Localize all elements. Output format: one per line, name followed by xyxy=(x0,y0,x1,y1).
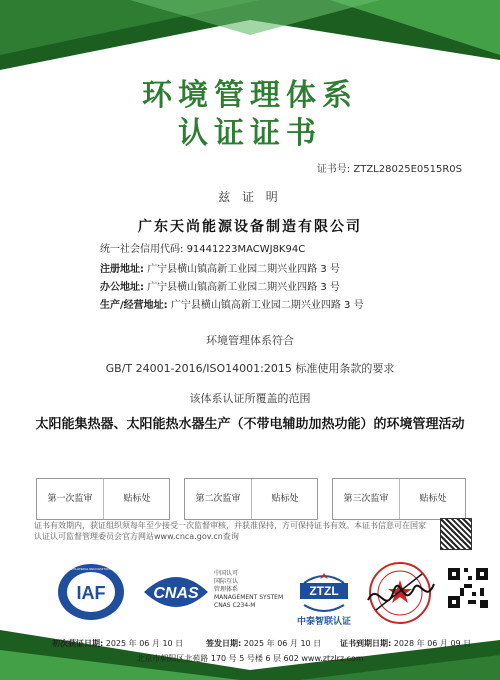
certificate-subtitle: 认证证书 xyxy=(178,116,322,151)
office-address-line xyxy=(100,278,340,293)
qr-code-icon xyxy=(448,568,488,608)
cnas-caption-5: CNAS C234-M xyxy=(214,602,256,609)
certificate-number xyxy=(317,160,462,175)
cnas-text: CNAS xyxy=(153,585,199,602)
iaf-text: IAF xyxy=(76,583,106,603)
audit-sticker-1: 贴标处 xyxy=(103,479,170,519)
cert-no-label: 证书号: xyxy=(316,164,351,175)
standard-intro: 环境管理体系符合 xyxy=(206,334,294,347)
reg-address-value: 广宁县横山镇高新工业园二期兴业四路 3 号 xyxy=(147,264,340,275)
cnas-caption-1: 中国认可 xyxy=(214,570,239,577)
office-address-value: 广宁县横山镇高新工业园二期兴业四路 3 号 xyxy=(147,282,340,293)
audit-label-2: 第二次监审 xyxy=(195,494,241,504)
logo-row xyxy=(0,560,500,628)
cnas-logo-icon xyxy=(140,566,212,618)
credit-code-label: 统一社会信用代码: xyxy=(100,244,184,255)
audit-box-1 xyxy=(36,478,170,520)
cnas-caption xyxy=(214,570,294,610)
credit-code-line xyxy=(100,240,305,255)
attest-heading: 兹 证 明 xyxy=(218,190,282,204)
expiry-value: 2028 年 06 月 09 日 xyxy=(393,639,472,648)
validity-note: 证书有效期内，获证组织须每年至少接受一次监督审核，并获准保持，方可保持证书有效。本证书信息可在国家认证认可监督管理委员会官方网站www.cnca.gov.cn查询 xyxy=(34,521,426,541)
first-issue-label: 初次获证日期: xyxy=(52,639,104,648)
issue-date xyxy=(206,638,321,649)
cert-no-value: ZTZL28025E0515R0S xyxy=(353,164,462,175)
top-green-band xyxy=(0,0,500,70)
prod-address-value: 广宁县横山镇高新工业园二期兴业四路 3 号 xyxy=(170,300,364,311)
issue-label: 签发日期: xyxy=(206,639,242,648)
audit-row xyxy=(36,478,466,520)
first-issue-value: 2025 年 06 月 10 日 xyxy=(105,639,184,648)
first-issue-date xyxy=(52,638,183,649)
expiry-date xyxy=(340,638,471,649)
audit-box-2 xyxy=(184,478,318,520)
stamp-signature-icon xyxy=(362,560,438,626)
cnas-caption-2: 国际互认 xyxy=(214,578,239,585)
standard: GB/T 24001-2016/ISO14001:2015 标准使用条款的要求 xyxy=(105,362,395,375)
office-address-label: 办公地址: xyxy=(100,282,144,293)
prod-address-label: 生产/经营地址: xyxy=(100,300,168,311)
credit-code-value: 91441223MACWJ8K94C xyxy=(186,244,306,255)
reg-address-line xyxy=(100,260,340,275)
scope: 太阳能集热器、太阳能热水器生产（不带电辅助加热功能）的环境管理活动 xyxy=(35,417,465,432)
audit-label-1: 第一次监审 xyxy=(47,494,93,504)
certificate-title: 环境管理体系 xyxy=(142,78,358,113)
cnas-caption-4: MANAGEMENT SYSTEM xyxy=(214,594,284,601)
ztzl-text: ZTZL xyxy=(309,584,339,598)
iaf-logo-icon xyxy=(47,562,135,622)
iaf-ring-text: MEMBER OF MULTILATERAL RECOGNITION ARRANGEMENT xyxy=(47,567,135,571)
audit-sticker-3: 贴标处 xyxy=(399,479,466,519)
issuer-address: 北京市朝阳区北苑路 170 号 5 号楼 6 层 602 www.ztzlrz.com xyxy=(136,654,364,663)
issue-value: 2025 年 06 月 10 日 xyxy=(243,639,322,648)
cnas-caption-3: 管理体系 xyxy=(214,586,239,593)
bottom-green-band xyxy=(0,620,500,680)
small-qr-code-icon xyxy=(440,518,472,550)
company-name: 广东天尚能源设备制造有限公司 xyxy=(138,219,362,235)
prod-address-line xyxy=(100,296,364,311)
audit-label-3: 第三次监审 xyxy=(343,494,389,504)
reg-address-label: 注册地址: xyxy=(100,264,144,275)
scope-intro: 该体系认证所覆盖的范围 xyxy=(189,392,311,405)
audit-sticker-2: 贴标处 xyxy=(251,479,318,519)
ztzl-name: 中泰智联认证 xyxy=(296,617,351,627)
audit-box-3 xyxy=(332,478,466,520)
expiry-label: 证书到期日期: xyxy=(340,639,392,648)
